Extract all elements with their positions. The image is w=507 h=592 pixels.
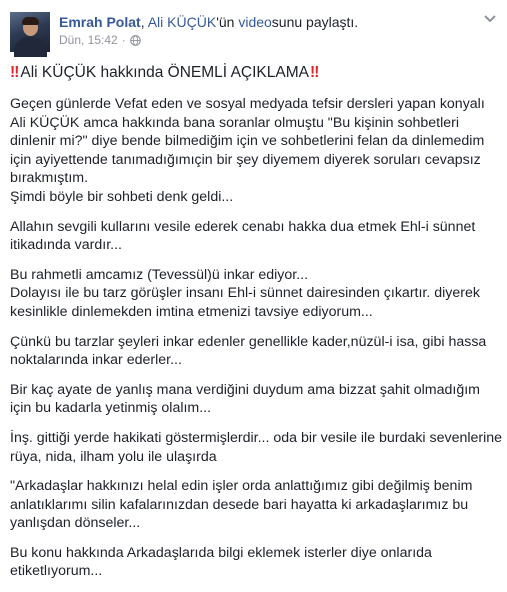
post-title-text: Ali KÜÇÜK hakkında ÖNEMLİ AÇIKLAMA (20, 64, 309, 81)
chevron-down-icon[interactable] (483, 14, 497, 24)
text-line: için ayiyettende tanımadığımıçin bir şey diyemem diyerek soruları cevapsız (10, 151, 481, 168)
paragraph (10, 381, 502, 418)
text-line: Çünkü bu tarzlar şeyleri inkar edenler genellikle kader,nüzül-i isa, gibi hassa (10, 333, 487, 350)
text-line: Bu rahmetli amcamız (Tevessül)ü inkar ediyor... (10, 266, 309, 283)
text-line: İnş. gittiği yerde hakikati göstermişlerdir... oda bir vesile ile burdaki sevenlerine (10, 429, 503, 446)
shared-video-link[interactable]: video (238, 14, 272, 30)
paragraph (10, 429, 502, 466)
post-title (10, 63, 502, 83)
post-timestamp[interactable]: Dün, 15:42 (59, 33, 118, 47)
text-line: bırakmıştım. (10, 170, 89, 187)
paragraph (10, 95, 502, 207)
text-line: rüya, nida, ilham yolu ile ulaşırda (10, 448, 217, 465)
paragraph (10, 218, 502, 255)
author-name-link[interactable]: Emrah Polat (59, 14, 141, 30)
header-suffix: 'ün (216, 14, 239, 30)
text-line: Bu konu hakkında Arkadaşlarıda bilgi eklemek isterler diye onlarıda (10, 544, 432, 561)
post-content (10, 63, 502, 592)
text-line: etiketlıyorum... (10, 563, 103, 580)
shared-from-link[interactable]: Ali KÜÇÜK (147, 14, 217, 30)
paragraph (10, 333, 502, 370)
text-line: Şimdi böyle bir sohbeti denk geldi... (10, 188, 234, 205)
globe-icon[interactable] (130, 35, 141, 46)
text-line: Allahın sevgili kullarını vesile ederek cenabı hakka dua etmek Ehl-i sünnet (10, 218, 476, 235)
text-line: itikadında vardır... (10, 237, 122, 254)
meta-dot: · (121, 33, 126, 47)
text-line: anlatıklarımı silin kafalarınızdan desede bari hayatta ki arkadaşlarımız bu (10, 496, 469, 513)
text-line: Bir kaç ayate de yanlış mana verdiğini duydum ama bizzat şahit olmadığım (10, 381, 480, 398)
double-exclamation-icon: ‼ (309, 64, 318, 81)
paragraph (10, 544, 502, 581)
text-line: kesinlikle dinlemekden imtina etmenizi tavsiye ediyorum... (10, 303, 373, 320)
text-line: için bu kadarla yetinmiş olalım... (10, 400, 212, 417)
avatar-shoulders (14, 37, 47, 57)
paragraph (10, 477, 502, 533)
double-exclamation-icon: ‼ (10, 64, 18, 81)
header-suffix-end: sunu paylaştı. (271, 14, 359, 30)
text-line: Ali KÜÇÜK amca hakkında bana soranlar olmuştu "Bu kişinin sohbetleri (10, 114, 460, 131)
text-line: yanlışdan dönseler... (10, 515, 141, 532)
text-line: Geçen günlerde Vefat eden ve sosyal medyada tefsir dersleri yapan konyalı (10, 96, 485, 112)
avatar[interactable] (10, 12, 50, 52)
avatar-hair (22, 17, 39, 25)
text-line: dinlenir mi?" diye bende bilmediğim için ve sohbetlerini felan da dinlemedim (10, 133, 485, 150)
paragraph (10, 266, 502, 322)
text-line: Dolayısı ile bu tarz görüşler insanı Ehl-i sünnet dairesinden çıkartır. diyerek (10, 285, 480, 302)
post-meta (59, 33, 141, 48)
header-separator: , (140, 14, 148, 30)
text-line: "Arkadaşlar hakkınızı helal edin işler orda anlattığımız gibi değilmiş benim (10, 478, 473, 495)
text-line: noktalarında inkar ederler... (10, 352, 182, 369)
post-header (59, 13, 358, 31)
